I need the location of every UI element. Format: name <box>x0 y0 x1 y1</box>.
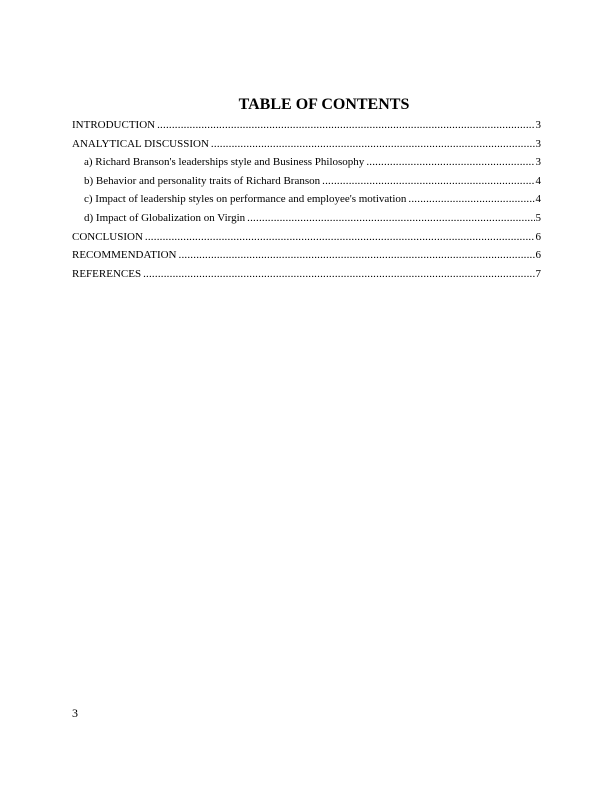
toc-entry-page-number: 4 <box>535 174 541 187</box>
dot-leader <box>322 172 534 191</box>
toc-entry-page-number: 6 <box>535 230 541 243</box>
toc-entry-analytical-discussion[interactable] <box>72 135 541 154</box>
dot-leader <box>157 116 534 135</box>
toc-entry-personality-traits[interactable] <box>72 172 541 191</box>
dot-leader <box>366 153 534 172</box>
toc-entry-page-number: 4 <box>535 193 541 206</box>
page-number: 3 <box>72 706 78 720</box>
toc-entry-label: a) Richard Branson's leaderships style and Business Philosophy <box>84 156 365 169</box>
dot-leader <box>145 228 535 247</box>
toc-entry-label: d) Impact of Globalization on Virgin <box>84 211 246 224</box>
toc-entry-label: RECOMMENDATION <box>72 249 177 262</box>
toc-entry-label: b) Behavior and personality traits of Richard Branson <box>84 174 321 187</box>
toc-entry-page-number: 3 <box>535 137 541 150</box>
toc-entry-conclusion[interactable] <box>72 228 541 247</box>
toc-entry-leadership-style[interactable] <box>72 153 541 172</box>
toc-entry-page-number: 3 <box>535 119 541 131</box>
dot-leader <box>408 190 534 209</box>
toc-entry-references[interactable] <box>72 265 541 284</box>
dot-leader <box>143 265 534 284</box>
toc-entry-leadership-impact[interactable] <box>72 190 541 209</box>
toc-entry-globalization[interactable] <box>72 209 541 228</box>
toc-entry-introduction[interactable] <box>72 116 541 135</box>
dot-leader <box>247 209 534 228</box>
toc-entry-page-number: 3 <box>535 156 541 169</box>
dot-leader <box>179 246 535 265</box>
toc-entry-label: ANALYTICAL DISCUSSION <box>72 137 209 150</box>
toc-list <box>72 116 541 283</box>
toc-entry-label: CONCLUSION <box>72 230 143 243</box>
toc-entry-recommendation[interactable] <box>72 246 541 265</box>
toc-entry-page-number: 6 <box>535 249 541 262</box>
toc-entry-label: REFERENCES <box>72 267 142 280</box>
toc-entry-label: INTRODUCTION <box>72 119 156 131</box>
dot-leader <box>211 135 535 154</box>
toc-entry-page-number: 7 <box>535 267 541 280</box>
toc-entry-page-number: 5 <box>535 211 541 224</box>
toc-title: TABLE OF CONTENTS <box>238 96 410 113</box>
toc-entry-label: c) Impact of leadership styles on performance and employee's motivation <box>84 193 407 206</box>
